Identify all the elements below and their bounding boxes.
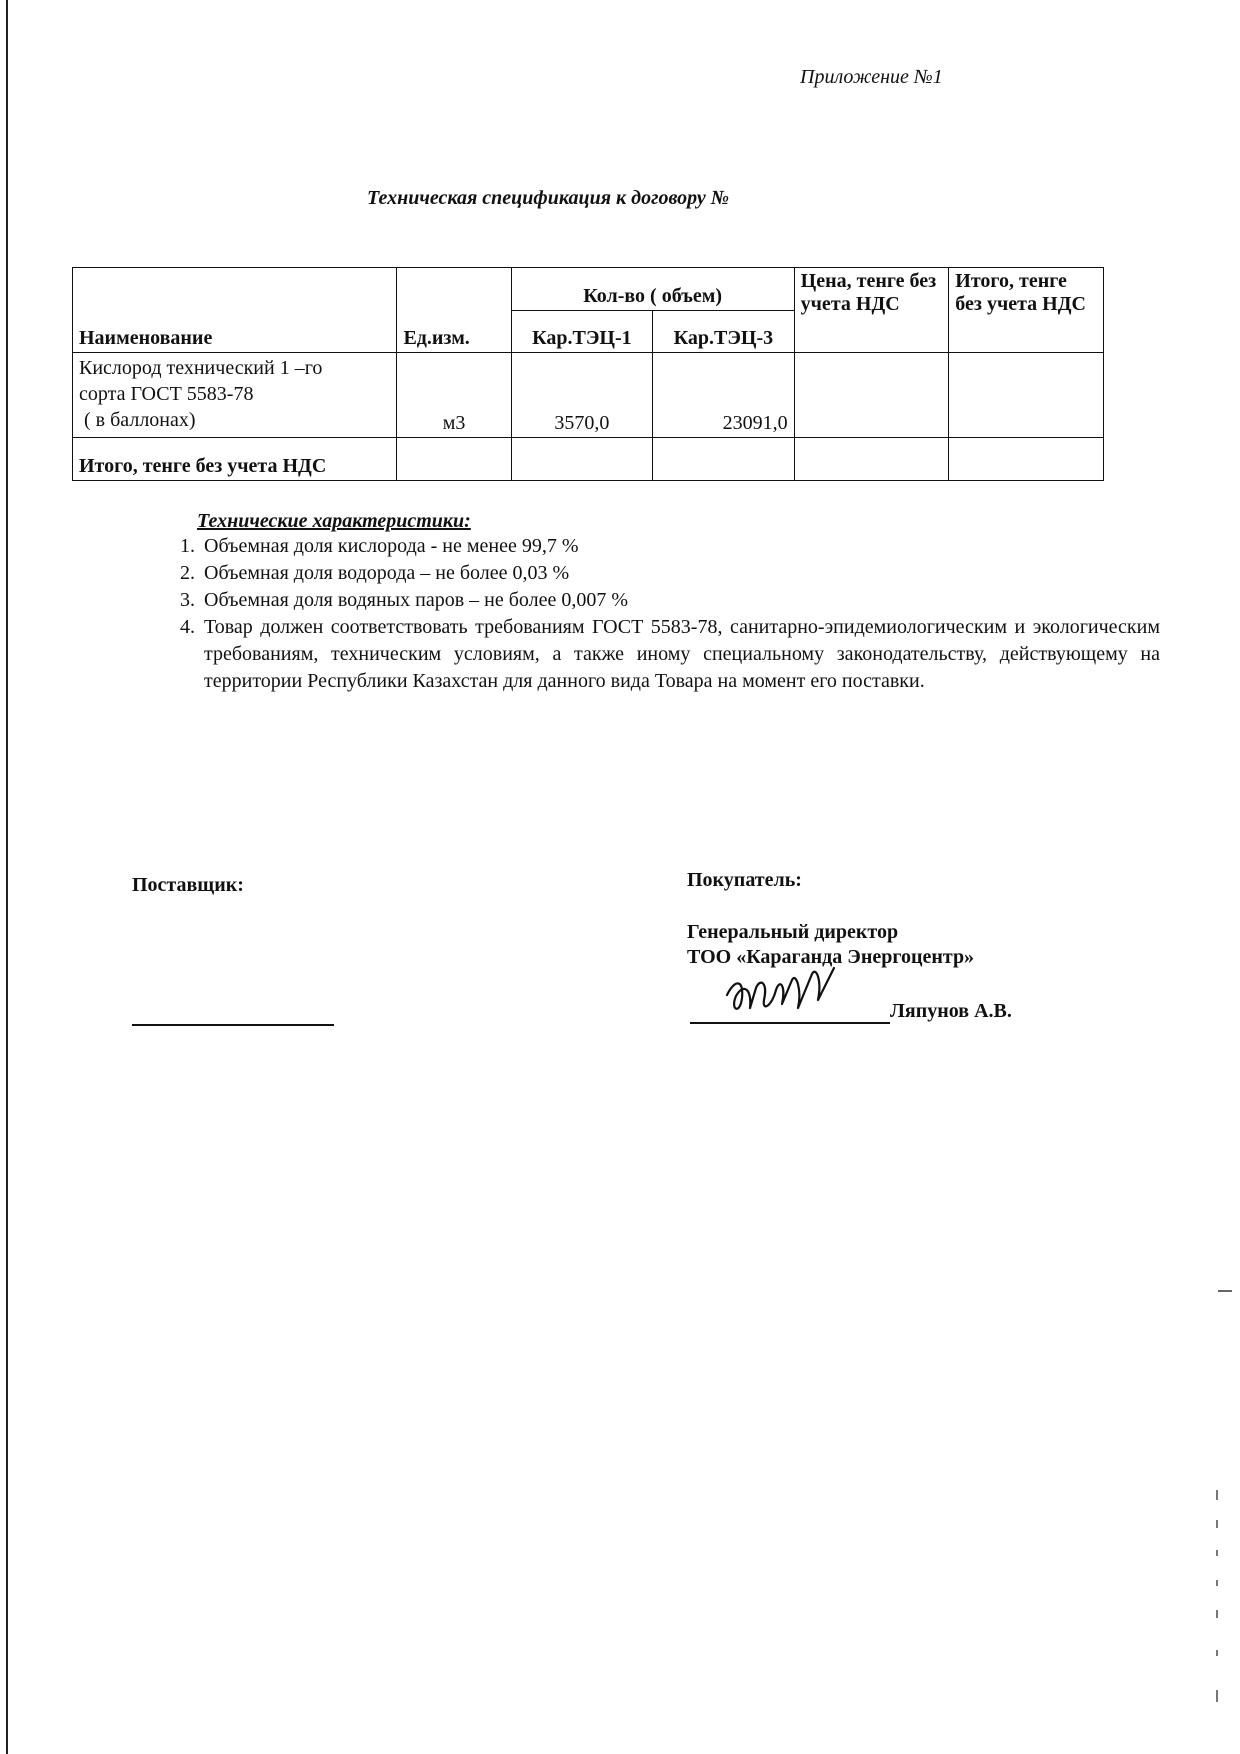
item-name-line: сорта ГОСТ 5583-78 <box>79 383 254 405</box>
appendix-label: Приложение №1 <box>800 66 943 88</box>
total-row-cell <box>653 438 795 481</box>
handwritten-signature <box>722 960 842 1030</box>
item-name-line: ( в баллонах) <box>79 409 196 431</box>
total-row-cell <box>794 438 949 481</box>
list-item: 4. Товар должен соответствовать требованиям ГОСТ 5583-78, санитарно-эпидемиологическим и экологическим требованиям, техническим условиям, а также иному специальному законодательству, действующему на территории Республики Казахстан для данного вида Товара на момент его поставки. <box>200 614 1160 695</box>
total-row-cell <box>949 438 1104 481</box>
item-price <box>794 353 949 438</box>
total-row-label: Итого, тенге без учета НДС <box>73 438 397 481</box>
specification-table <box>72 267 1104 481</box>
header-unit: Ед.изм. <box>397 268 511 353</box>
header-price: Цена, тенге без учета НДС <box>794 268 949 353</box>
item-qty-tec3: 23091,0 <box>653 353 795 438</box>
tech-characteristics-title: Технические характеристики: <box>197 510 471 532</box>
total-row-cell <box>511 438 653 481</box>
scan-edge-marks <box>1214 1490 1220 1720</box>
item-total <box>949 353 1104 438</box>
item-unit: м3 <box>397 353 511 438</box>
item-name <box>73 353 397 438</box>
list-item: 2. Объемная доля водорода – не более 0,03 % <box>200 560 1160 587</box>
tech-characteristics-list <box>160 533 1160 695</box>
header-qty-tec3: Кар.ТЭЦ-3 <box>653 310 795 353</box>
table-total-row <box>73 438 1104 481</box>
buyer-position: Генеральный директор <box>687 921 899 943</box>
header-name: Наименование <box>73 268 397 353</box>
list-item: 3. Объемная доля водяных паров – не более 0,007 % <box>200 587 1160 614</box>
scan-left-edge <box>6 0 8 1754</box>
buyer-signature-line <box>690 1022 890 1024</box>
header-quantity: Кол-во ( объем) <box>511 268 794 311</box>
item-name-line: Кислород технический 1 –го <box>79 357 323 379</box>
table-header-row <box>73 268 1104 311</box>
buyer-label: Покупатель: <box>687 869 802 891</box>
header-total: Итого, тенге без учета НДС <box>949 268 1104 353</box>
table-row <box>73 353 1104 438</box>
document-title: Техническая спецификация к договору № <box>367 187 730 209</box>
scan-right-mark <box>1218 1290 1232 1292</box>
buyer-signer-name: Ляпунов А.В. <box>890 1000 1012 1022</box>
supplier-signature-line <box>132 1024 334 1026</box>
total-row-cell <box>397 438 511 481</box>
list-item: 1. Объемная доля кислорода - не менее 99,7 % <box>200 533 1160 560</box>
header-qty-tec1: Кар.ТЭЦ-1 <box>511 310 653 353</box>
buyer-company: ТОО «Караганда Энергоцентр» <box>687 946 975 968</box>
item-qty-tec1: 3570,0 <box>511 353 653 438</box>
supplier-label: Поставщик: <box>132 874 244 896</box>
